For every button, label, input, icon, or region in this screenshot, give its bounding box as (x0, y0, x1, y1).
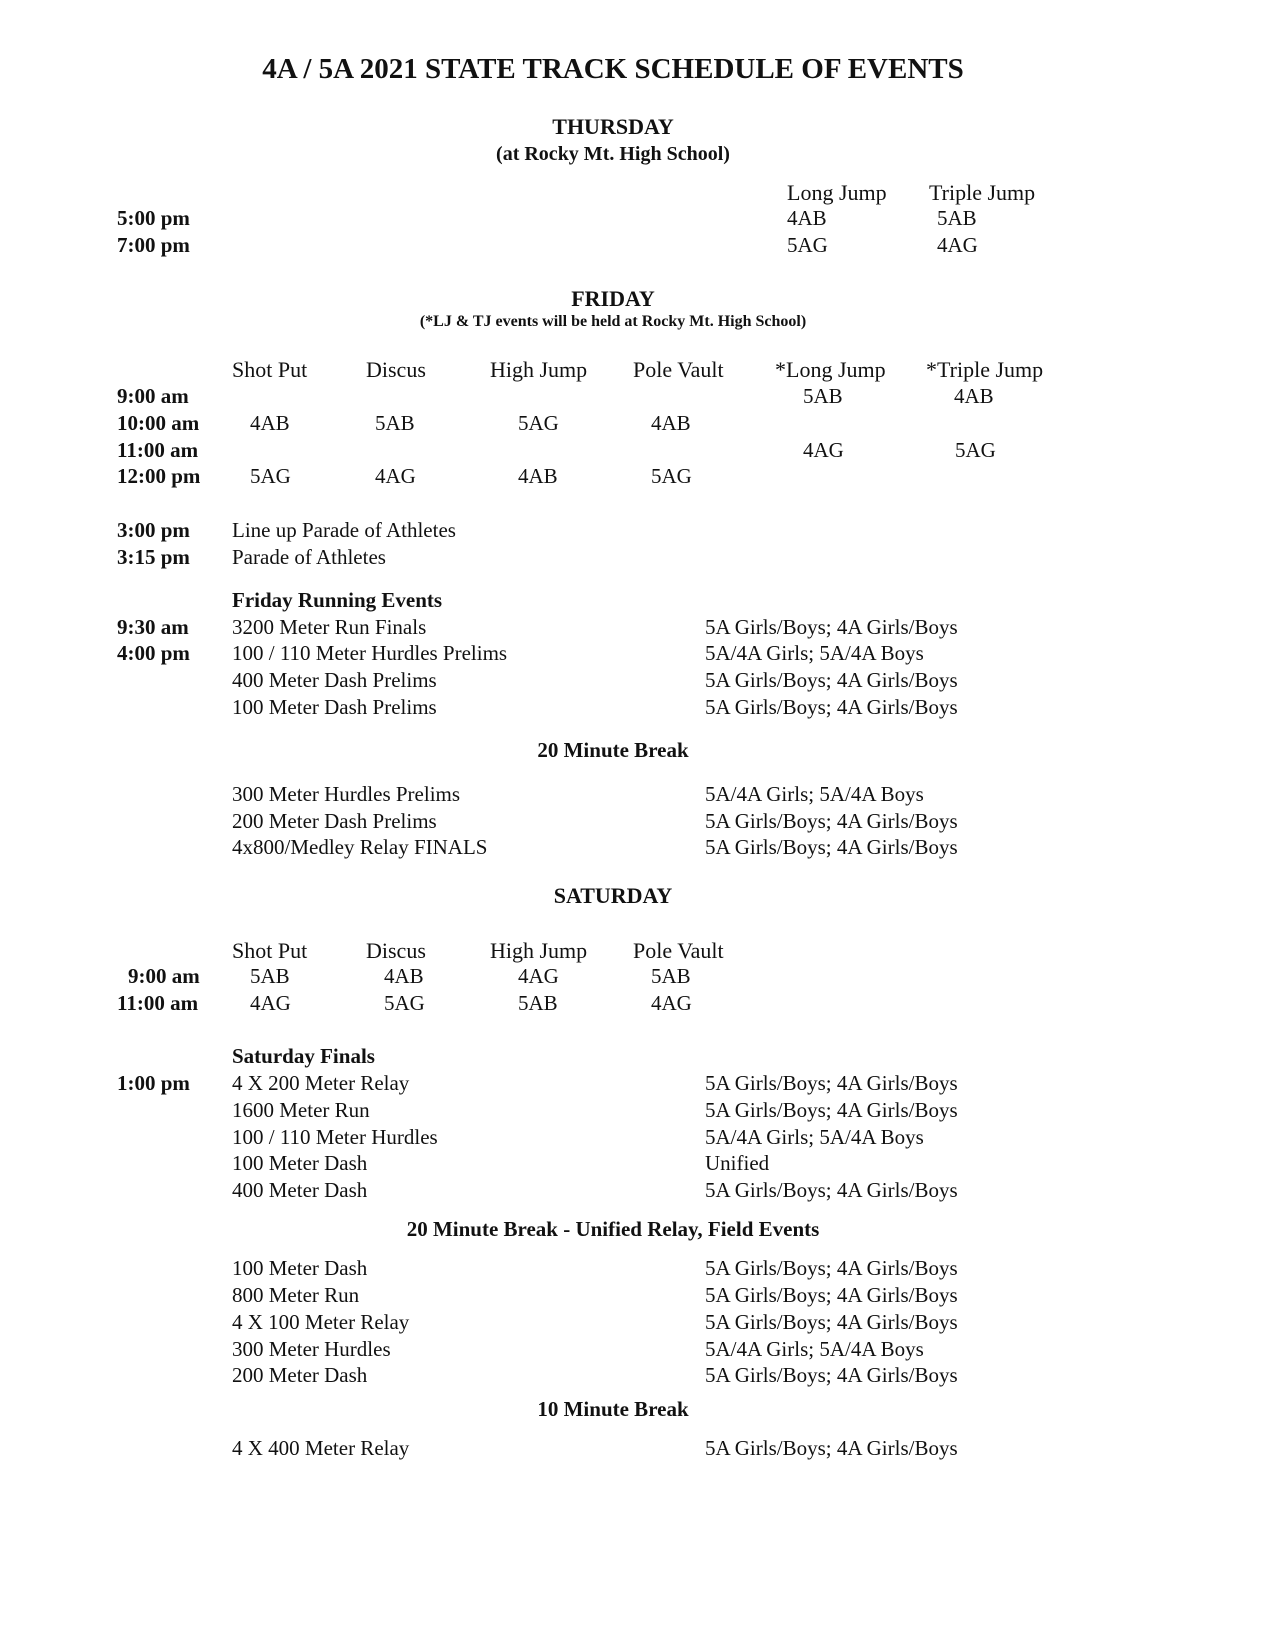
thursday-cell: 4AG (937, 233, 978, 257)
running-event: 4x800/Medley Relay FINALS (232, 835, 488, 859)
saturday-row-time: 9:00 am (128, 964, 200, 988)
saturday-break-unified: 20 Minute Break - Unified Relay, Field Events (406, 1217, 820, 1241)
friday-cell: 4AG (375, 464, 416, 488)
final-groups: 5A Girls/Boys; 4A Girls/Boys (705, 1310, 958, 1334)
parade-label: Parade of Athletes (232, 545, 386, 569)
friday-row-time: 10:00 am (117, 411, 200, 435)
thursday-location: (at Rocky Mt. High School) (496, 143, 730, 165)
saturday-cell: 4AG (651, 991, 692, 1015)
saturday-header-discus: Discus (366, 938, 426, 963)
friday-cell: 5AG (518, 411, 559, 435)
thursday-row-time: 5:00 pm (117, 206, 190, 230)
saturday-cell: 4AG (250, 991, 291, 1015)
final-event: 400 Meter Dash (232, 1178, 368, 1202)
final-groups: 5A Girls/Boys; 4A Girls/Boys (705, 1098, 958, 1122)
running-event: 400 Meter Dash Prelims (232, 668, 437, 692)
running-event: 100 / 110 Meter Hurdles Prelims (232, 641, 508, 665)
running-time: 4:00 pm (117, 641, 190, 665)
saturday-row-time: 11:00 am (117, 991, 199, 1015)
final-event: 1600 Meter Run (232, 1098, 370, 1122)
friday-heading: FRIDAY (571, 286, 655, 311)
friday-header-long-jump: *Long Jump (775, 357, 886, 382)
thursday-cell: 5AB (937, 206, 977, 230)
thursday-row-time: 7:00 pm (117, 233, 190, 257)
final-event: 4 X 400 Meter Relay (232, 1436, 410, 1460)
friday-header-shot-put: Shot Put (232, 357, 308, 382)
saturday-finals-time: 1:00 pm (117, 1071, 190, 1095)
parade-time: 3:15 pm (117, 545, 190, 569)
thursday-header-triple-jump: Triple Jump (929, 180, 1036, 205)
final-groups: 5A Girls/Boys; 4A Girls/Boys (705, 1363, 958, 1387)
friday-note: (*LJ & TJ events will be held at Rocky Mt. High School) (419, 313, 807, 330)
page-title: 4A / 5A 2021 STATE TRACK SCHEDULE OF EVENTS (262, 53, 964, 85)
friday-running-title: Friday Running Events (232, 588, 443, 612)
friday-cell: 5AB (375, 411, 415, 435)
saturday-cell: 4AG (518, 964, 559, 988)
final-groups: 5A/4A Girls; 5A/4A Boys (705, 1125, 924, 1149)
saturday-cell: 5AB (651, 964, 691, 988)
parade-time: 3:00 pm (117, 518, 190, 542)
final-event: 100 / 110 Meter Hurdles (232, 1125, 438, 1149)
saturday-cell: 5AB (250, 964, 290, 988)
friday-cell: 4AB (518, 464, 558, 488)
saturday-heading: SATURDAY (553, 883, 673, 908)
running-groups: 5A Girls/Boys; 4A Girls/Boys (705, 615, 958, 639)
friday-cell: 5AG (955, 438, 996, 462)
saturday-cell: 4AB (384, 964, 424, 988)
friday-row-time: 11:00 am (117, 438, 199, 462)
friday-cell: 4AB (651, 411, 691, 435)
final-event: 300 Meter Hurdles (232, 1337, 391, 1361)
running-groups: 5A/4A Girls; 5A/4A Boys (705, 782, 924, 806)
saturday-cell: 5AB (518, 991, 558, 1015)
running-event: 300 Meter Hurdles Prelims (232, 782, 461, 806)
final-event: 4 X 100 Meter Relay (232, 1310, 410, 1334)
thursday-header-long-jump: Long Jump (787, 180, 887, 205)
running-groups: 5A Girls/Boys; 4A Girls/Boys (705, 695, 958, 719)
friday-cell: 5AB (803, 384, 843, 408)
saturday-cell: 5AG (384, 991, 425, 1015)
thursday-cell: 5AG (787, 233, 828, 257)
final-groups: 5A/4A Girls; 5A/4A Boys (705, 1337, 924, 1361)
final-groups: 5A Girls/Boys; 4A Girls/Boys (705, 1283, 958, 1307)
final-event: 100 Meter Dash (232, 1256, 368, 1280)
friday-header-pole-vault: Pole Vault (633, 357, 724, 382)
running-time: 9:30 am (117, 615, 189, 639)
thursday-cell: 4AB (787, 206, 827, 230)
friday-row-time: 12:00 pm (117, 464, 201, 488)
running-groups: 5A Girls/Boys; 4A Girls/Boys (705, 835, 958, 859)
friday-header-high-jump: High Jump (490, 357, 588, 382)
running-event: 100 Meter Dash Prelims (232, 695, 437, 719)
running-groups: 5A/4A Girls; 5A/4A Boys (705, 641, 924, 665)
running-groups: 5A Girls/Boys; 4A Girls/Boys (705, 668, 958, 692)
saturday-header-high-jump: High Jump (490, 938, 588, 963)
final-groups: Unified (705, 1151, 770, 1175)
final-event: 200 Meter Dash (232, 1363, 368, 1387)
final-event: 4 X 200 Meter Relay (232, 1071, 410, 1095)
friday-header-triple-jump: *Triple Jump (926, 357, 1044, 382)
thursday-heading: THURSDAY (552, 114, 674, 139)
final-groups: 5A Girls/Boys; 4A Girls/Boys (705, 1436, 958, 1460)
friday-cell: 5AG (651, 464, 692, 488)
friday-header-discus: Discus (366, 357, 426, 382)
running-groups: 5A Girls/Boys; 4A Girls/Boys (705, 809, 958, 833)
saturday-break-ten: 10 Minute Break (537, 1397, 689, 1421)
parade-label: Line up Parade of Athletes (232, 518, 456, 542)
final-groups: 5A Girls/Boys; 4A Girls/Boys (705, 1178, 958, 1202)
final-event: 100 Meter Dash (232, 1151, 368, 1175)
friday-cell: 4AB (250, 411, 290, 435)
friday-cell: 4AB (954, 384, 994, 408)
final-event: 800 Meter Run (232, 1283, 360, 1307)
friday-cell: 5AG (250, 464, 291, 488)
final-groups: 5A Girls/Boys; 4A Girls/Boys (705, 1071, 958, 1095)
saturday-finals-title: Saturday Finals (232, 1044, 375, 1068)
final-groups: 5A Girls/Boys; 4A Girls/Boys (705, 1256, 958, 1280)
running-event: 3200 Meter Run Finals (232, 615, 427, 639)
saturday-header-pole-vault: Pole Vault (633, 938, 724, 963)
running-event: 200 Meter Dash Prelims (232, 809, 437, 833)
friday-cell: 4AG (803, 438, 844, 462)
friday-break: 20 Minute Break (537, 738, 689, 762)
friday-row-time: 9:00 am (117, 384, 189, 408)
saturday-header-shot-put: Shot Put (232, 938, 308, 963)
